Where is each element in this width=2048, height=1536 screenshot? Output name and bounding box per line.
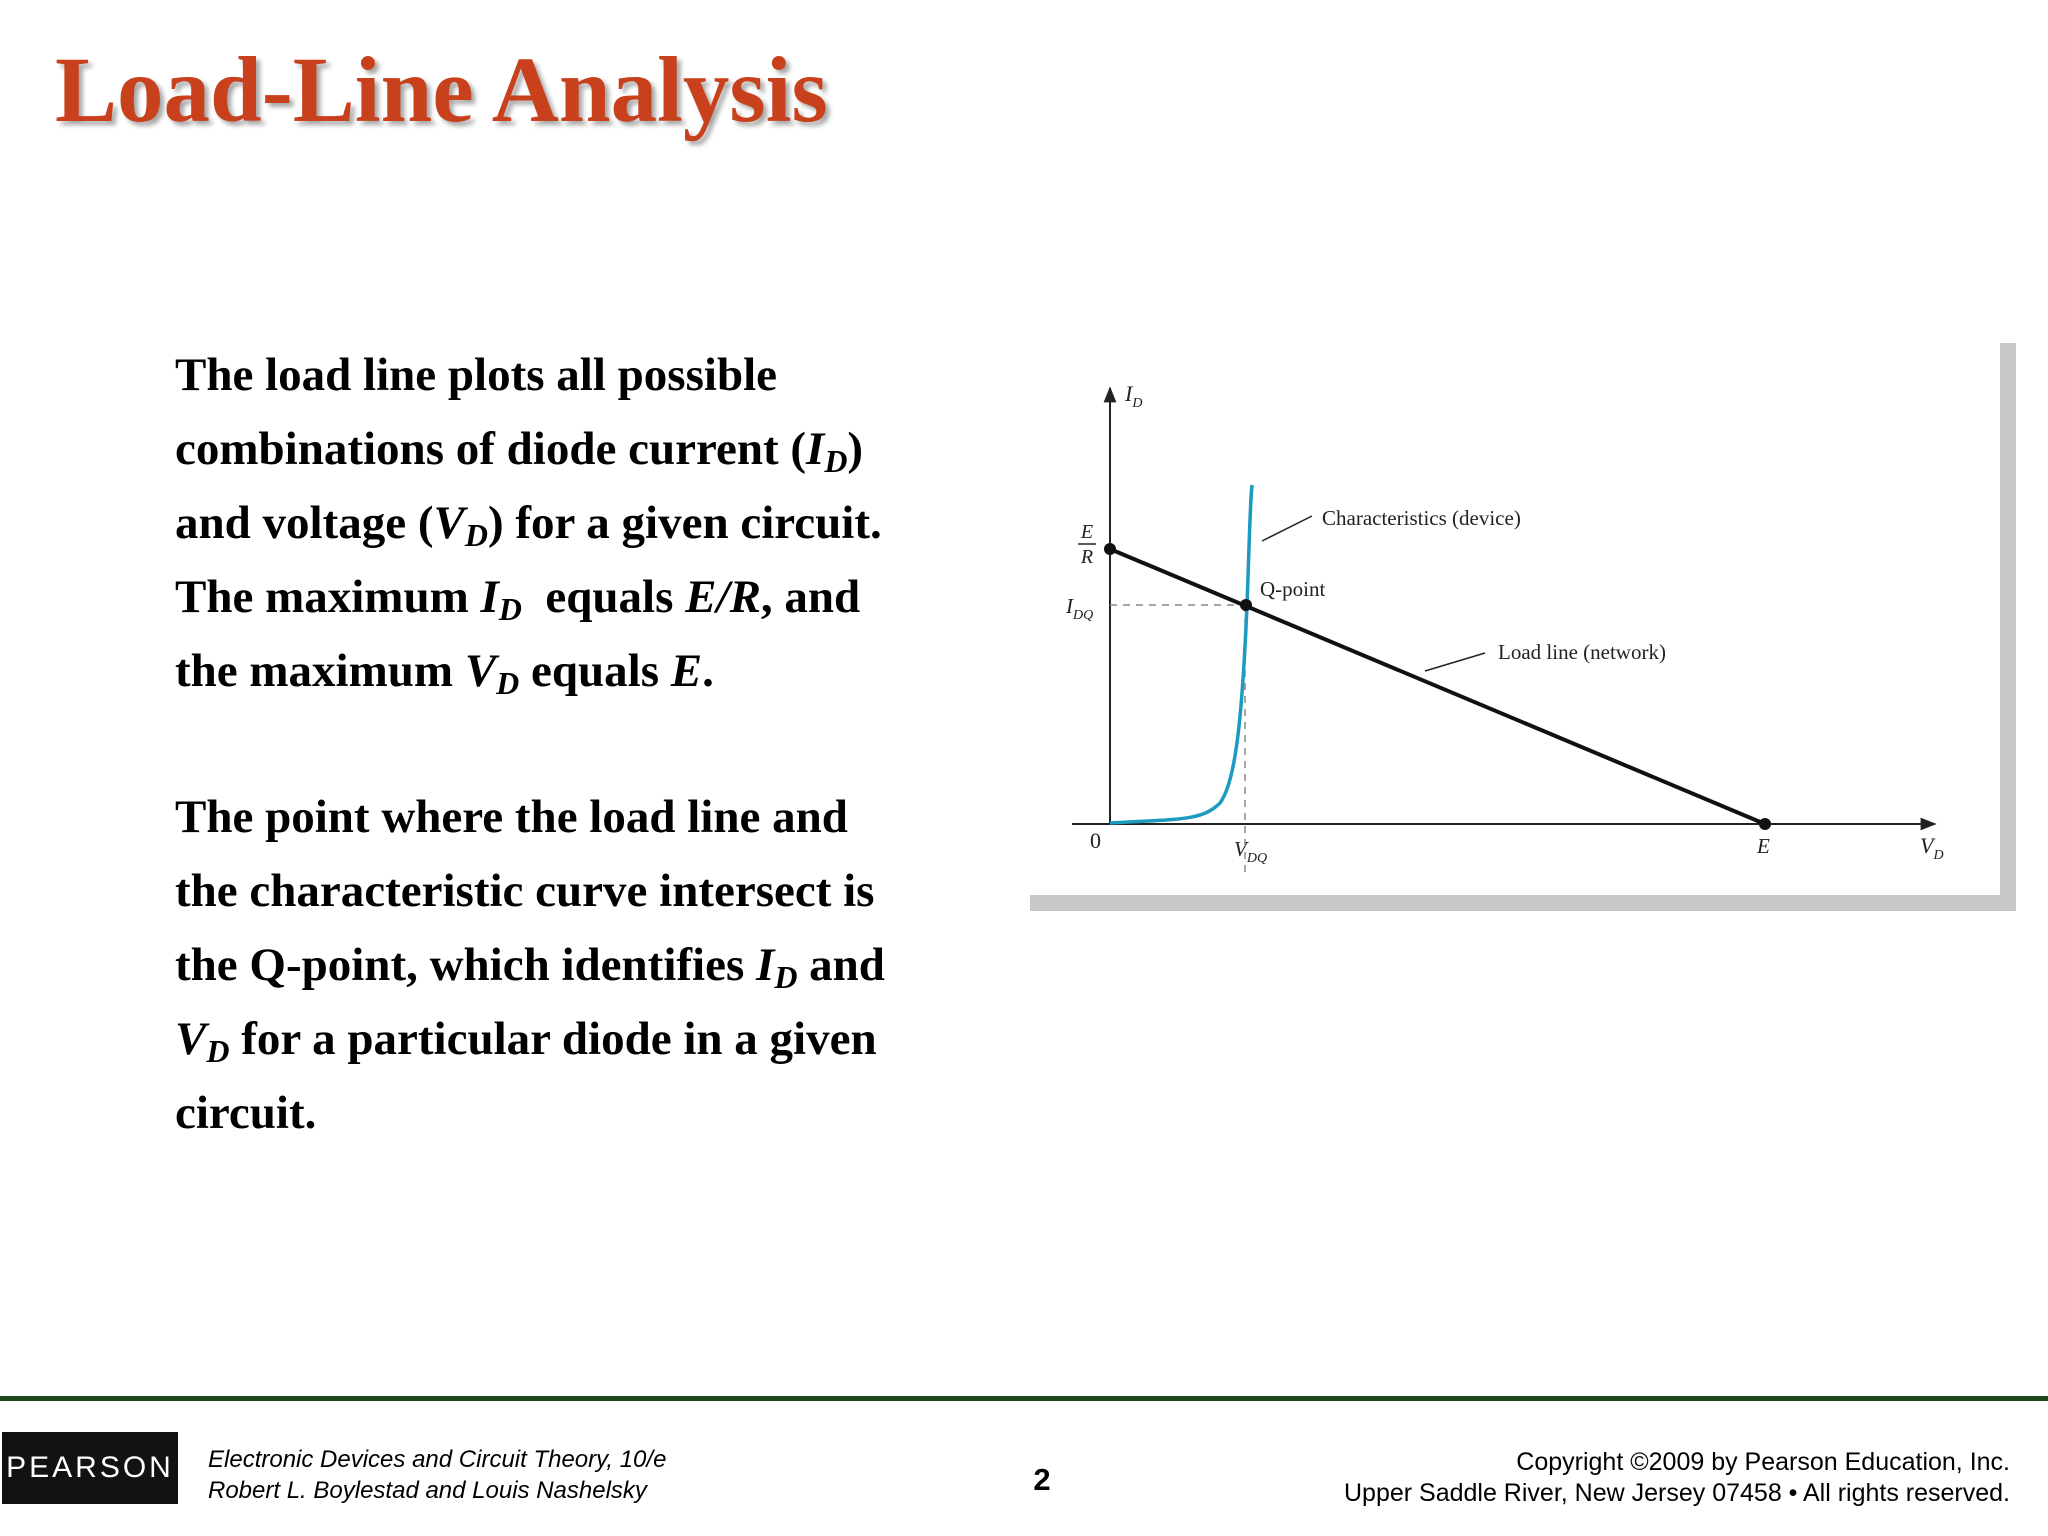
variable-i: I (480, 571, 499, 623)
text-line (175, 1002, 975, 1076)
expression-e-over-r: E/R (685, 571, 761, 623)
y-axis-label: $I_D$ (1125, 381, 1143, 411)
text-run: equals (519, 645, 671, 697)
pearson-logo (2, 1432, 178, 1504)
q-point-label: Q-point (1260, 577, 1326, 601)
book-title: Electronic Devices and Circuit Theory, 10/e (208, 1446, 667, 1473)
idq-label: $I_{DQ}$ (1066, 594, 1094, 623)
text-line (175, 854, 975, 928)
loadline-label: Load line (network) (1498, 640, 1666, 664)
e-label: E (1757, 834, 1770, 858)
load-line-diagram (1030, 343, 2020, 911)
text-run: , and (760, 571, 861, 623)
subscript-d: D (206, 1033, 230, 1069)
text-run: and voltage ( (175, 497, 434, 549)
subscript-d: D (464, 517, 488, 553)
footer-divider (0, 1396, 2048, 1401)
copyright-line-2: Upper Saddle River, New Jersey 07458 • All rights reserved. (1343, 1479, 2010, 1507)
text-run: circuit. (175, 1087, 317, 1139)
text-line (175, 486, 975, 560)
text-line (175, 1076, 975, 1150)
paragraph-load-line (175, 338, 975, 708)
text-line (175, 928, 975, 1002)
subscript-d: D (774, 959, 798, 995)
x-axis-label: $V_D$ (1920, 833, 1944, 863)
text-run: equals (521, 571, 686, 623)
text-run: ) for a given circuit. (487, 497, 882, 549)
book-authors: Robert L. Boylestad and Louis Nashelsky (208, 1477, 647, 1504)
text-line (175, 560, 975, 634)
logo-text: PEARSON (6, 1451, 174, 1484)
variable-i: I (806, 423, 825, 475)
book-info (208, 1444, 666, 1506)
expression-e: E (670, 645, 703, 697)
variable-i: I (756, 939, 775, 991)
e-point (1759, 818, 1771, 830)
subscript-d: D (824, 443, 848, 479)
text-line (175, 634, 975, 708)
subscript-d: D (496, 665, 520, 701)
text-line (175, 338, 975, 412)
copyright-line-1: Copyright ©2009 by Pearson Education, Inc. (1516, 1448, 2010, 1476)
e-over-r-point (1104, 543, 1116, 555)
frame-shadow-right (2000, 343, 2016, 911)
q-point-marker (1240, 599, 1252, 611)
characteristics-label: Characteristics (device) (1322, 506, 1521, 530)
origin-label: 0 (1090, 828, 1101, 853)
text-line (175, 412, 975, 486)
e-over-r-numerator: E (1080, 521, 1094, 543)
text-run: for a particular diode in a given (229, 1013, 877, 1065)
text-run: the maximum (175, 645, 465, 697)
text-run: the characteristic curve intersect is (175, 865, 875, 917)
text-run: and (797, 939, 885, 991)
slide-title: Load-Line Analysis (55, 39, 828, 142)
loadline-leader (1425, 653, 1485, 671)
variable-v: V (433, 497, 465, 549)
text-run: The maximum (175, 571, 481, 623)
text-run: The load line plots all possible (175, 349, 778, 401)
load-line-figure (1030, 343, 2020, 911)
variable-v: V (175, 1013, 207, 1065)
text-run: the Q-point, which identifies (175, 939, 757, 991)
characteristics-leader (1262, 516, 1312, 541)
text-line (175, 780, 975, 854)
page-number: 2 (1033, 1462, 1051, 1497)
vdq-label: $V_{DQ}$ (1234, 837, 1268, 866)
text-run: . (702, 645, 714, 697)
text-run: combinations of diode current ( (175, 423, 807, 475)
e-over-r-denominator: R (1080, 546, 1094, 568)
frame-shadow-bottom (1030, 895, 2016, 911)
text-run: The point where the load line and (175, 791, 848, 843)
characteristic-curve (1110, 485, 1252, 823)
text-run: ) (847, 423, 864, 475)
paragraph-q-point (175, 780, 975, 1150)
subscript-d: D (498, 591, 522, 627)
copyright-notice (1344, 1447, 2010, 1509)
load-line (1110, 549, 1765, 824)
variable-v: V (464, 645, 497, 697)
